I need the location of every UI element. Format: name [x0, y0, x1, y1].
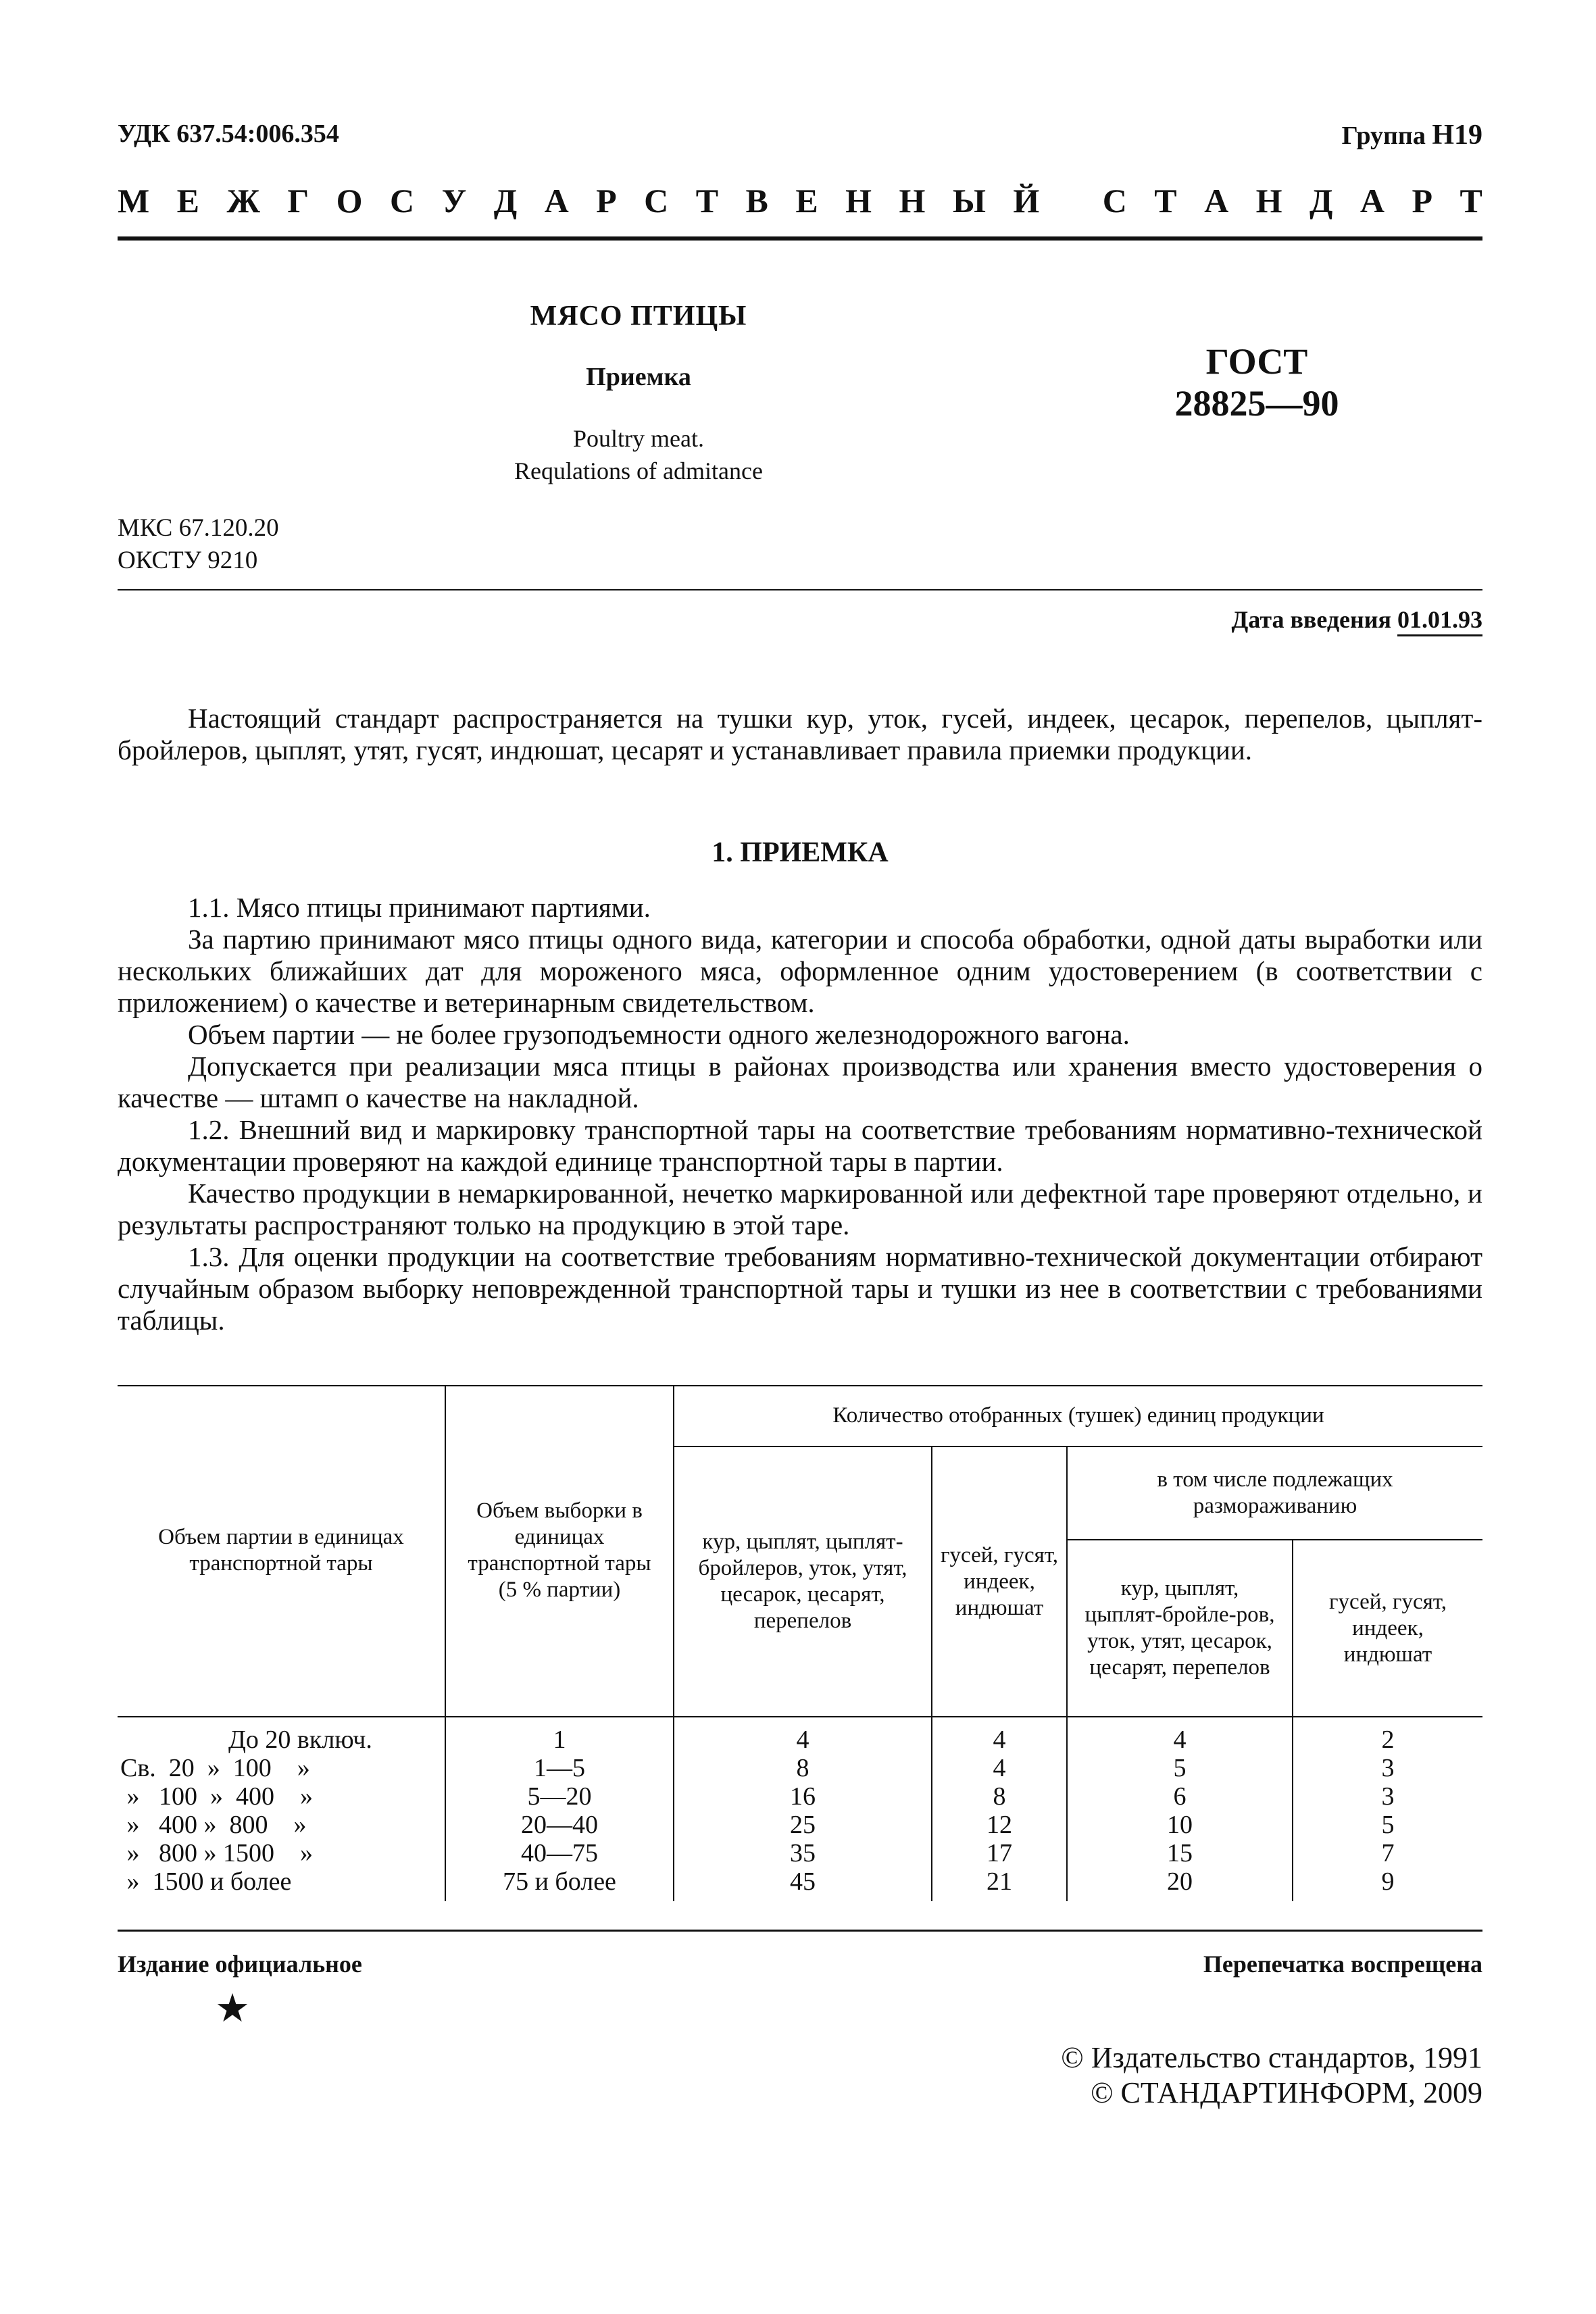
interstate-standard-heading: [118, 181, 1482, 220]
table-cell-lot: До 20 включ.: [228, 1726, 372, 1754]
table-cell-lot: » 100 » 400 »: [120, 1782, 313, 1811]
interstate-letter: Ж: [226, 182, 260, 220]
paragraph-lot-volume: Объем партии — не более грузоподъемности одного железнодорожного вагона.: [188, 1019, 1130, 1050]
interstate-letter: Д: [493, 182, 518, 220]
interstate-letter: М: [118, 182, 150, 220]
group-value: Н19: [1432, 120, 1482, 151]
column-thaw-geese: [1293, 1726, 1482, 1896]
table-cell-thaw-chicken: 5: [1173, 1754, 1187, 1782]
official-edition: Издание официальное: [118, 1951, 362, 1978]
english-title: [378, 422, 899, 487]
column-sample-volume: [446, 1726, 673, 1896]
table-cell-thaw-geese: 3: [1381, 1754, 1395, 1782]
copyright-block: [1061, 2040, 1482, 2111]
date-value: 01.01.93: [1397, 606, 1482, 636]
copyright-line-2: © СТАНДАРТИНФОРМ, 2009: [1091, 2076, 1482, 2109]
header-thaw-geese-group: гусей, гусят, индеек, индюшат: [1329, 1589, 1447, 1667]
header-geese-group: гусей, гусят, индеек, индюшат: [941, 1542, 1058, 1620]
gost-code: 28825—90: [1174, 383, 1339, 424]
interstate-letter: А: [1204, 182, 1229, 220]
table-cell-sample: 40—75: [521, 1839, 598, 1867]
table-cell-chicken: 35: [790, 1839, 816, 1867]
table-cell-chicken: 25: [790, 1811, 816, 1839]
table-cell-thaw-chicken: 10: [1167, 1811, 1193, 1839]
classification-codes: [118, 512, 279, 577]
interstate-letter: Й: [1013, 182, 1040, 220]
english-title-line1: Poultry meat.: [573, 425, 704, 452]
gost-number: [1122, 341, 1392, 424]
paragraph-lot-definition: За партию принимают мясо птицы одного вида, категории и способа обработки, одной даты выработки или нескольких ближайших дат для мороженого мяса, оформленное одним удостоверением (в соответствии с приложением) о качестве и ветеринарным свидетельством.: [118, 924, 1482, 1018]
date-label: Дата введения: [1231, 606, 1391, 633]
interstate-letter: Г: [287, 182, 309, 220]
interstate-letter: Н: [1255, 182, 1282, 220]
intro-paragraph: [118, 703, 1482, 766]
udk-code: УДК 637.54:006.354: [118, 120, 339, 148]
table-cell-geese: 21: [987, 1867, 1012, 1896]
header-selected-units: Количество отобранных (тушек) единиц продукции: [832, 1403, 1324, 1428]
paragraph-stamp: Допускается при реализации мяса птицы в районах производства или хранения вместо удостоверения о качестве — штамп о качестве на накладной.: [118, 1051, 1482, 1113]
english-title-line2: Requlations of admitance: [514, 457, 763, 484]
table-cell-geese: 8: [993, 1782, 1006, 1811]
intro-text: Настоящий стандарт распространяется на тушки кур, уток, гусей, индеек, цесарок, перепелов, цыплят-бройлеров, цыплят, утят, гусят, индюшат, цесарят и устанавливает правила приемки продукции.: [118, 703, 1482, 765]
footer-rule: [118, 1930, 1482, 1932]
table-cell-chicken: 45: [790, 1867, 816, 1896]
table-cell-thaw-chicken: 15: [1167, 1839, 1193, 1867]
interstate-letter: Е: [176, 182, 200, 220]
table-cell-sample: 5—20: [527, 1782, 592, 1811]
interstate-letter: Е: [795, 182, 818, 220]
header-sample-volume: Объем выборки в единицах транспортной тары (5 % партии): [468, 1499, 651, 1602]
table-cell-sample: 75 и более: [503, 1867, 616, 1896]
paragraph-1-3: 1.3. Для оценки продукции на соответствие требованиям нормативно-технической документации отбирают случайным образом выборку неповрежденной транспортной тары и тушки из нее в соответствии с требованиями таблицы.: [118, 1241, 1482, 1336]
table-cell-geese: 12: [987, 1811, 1012, 1839]
header-thawing-group: в том числе подлежащих размораживанию: [1157, 1467, 1393, 1518]
table-cell-chicken: 4: [796, 1726, 809, 1754]
section-body: [118, 892, 1482, 1336]
interstate-letter: [1067, 181, 1076, 220]
group-label: Группа: [1341, 122, 1426, 150]
table-cell-lot: » 1500 и более: [120, 1867, 292, 1896]
interstate-letter: А: [544, 182, 569, 220]
copyright-line-1: © Издательство стандартов, 1991: [1061, 2041, 1482, 2074]
interstate-letter: С: [390, 182, 415, 220]
table-cell-chicken: 16: [790, 1782, 816, 1811]
header-lot-volume: Объем партии в единицах транспортной тары: [158, 1525, 404, 1576]
paragraph-1-1: 1.1. Мясо птицы принимают партиями.: [188, 892, 651, 923]
table-cell-lot: » 400 » 800 »: [120, 1811, 307, 1839]
table-cell-thaw-geese: 9: [1381, 1867, 1395, 1896]
okstu-code: ОКСТУ 9210: [118, 547, 258, 574]
column-lot-volume: [120, 1726, 445, 1896]
table-cell-chicken: 8: [796, 1754, 809, 1782]
column-thaw-chicken: [1068, 1726, 1292, 1896]
interstate-letter: Т: [1460, 182, 1482, 220]
table-cell-thaw-geese: 5: [1381, 1811, 1395, 1839]
interstate-letter: С: [644, 182, 669, 220]
interstate-letter: Р: [1412, 182, 1432, 220]
mks-code: МКС 67.120.20: [118, 514, 279, 542]
table-cell-sample: 20—40: [521, 1811, 598, 1839]
codes-rule: [118, 589, 1482, 590]
interstate-letter: Н: [845, 182, 872, 220]
table-cell-sample: 1—5: [534, 1754, 585, 1782]
table-header-bottom-rule: [118, 1716, 1482, 1717]
table-cell-lot: Св. 20 » 100 »: [120, 1754, 310, 1782]
table-cell-thaw-geese: 2: [1381, 1726, 1395, 1754]
table-cell-sample: 1: [553, 1726, 566, 1754]
star-icon: ★: [215, 1986, 250, 2030]
header-chicken-group: кур, цыплят, цыплят-бройлеров, уток, утят, цесарок, цесарят, перепелов: [698, 1530, 907, 1633]
interstate-letter: Ы: [952, 182, 986, 220]
gost-label: ГОСТ: [1205, 341, 1308, 382]
document-subtitle: Приемка: [586, 363, 691, 391]
table-cell-geese: 17: [987, 1839, 1012, 1867]
column-geese: [932, 1726, 1066, 1896]
header-rule: [118, 236, 1482, 241]
table-cell-thaw-chicken: 4: [1173, 1726, 1187, 1754]
interstate-letter: В: [745, 182, 768, 220]
interstate-letter: О: [336, 182, 363, 220]
table-cell-thaw-geese: 7: [1381, 1839, 1395, 1867]
table-cell-thaw-geese: 3: [1381, 1782, 1395, 1811]
interstate-letter: Т: [1154, 182, 1177, 220]
interstate-letter: А: [1360, 182, 1385, 220]
interstate-letter: С: [1102, 182, 1127, 220]
paragraph-1-2: 1.2. Внешний вид и маркировку транспортной тары на соответствие требованиям нормативно-технической документации проверяют на каждой единице транспортной тары в партии.: [118, 1114, 1482, 1177]
interstate-letter: Т: [695, 182, 719, 220]
interstate-letter: Н: [899, 182, 926, 220]
section-heading: 1. ПРИЕМКА: [712, 837, 889, 868]
interstate-letter: Р: [596, 182, 617, 220]
interstate-letter: Д: [1310, 182, 1333, 220]
header-thaw-chicken-group: кур, цыплят, цыплят-бройле-ров, уток, утят, цесарок, цесарят, перепелов: [1084, 1576, 1275, 1680]
group-code: [1342, 119, 1482, 151]
reprint-prohibited: Перепечатка воспрещена: [1203, 1951, 1482, 1978]
table-cell-geese: 4: [993, 1754, 1006, 1782]
interstate-letter: У: [441, 182, 467, 220]
document-title: МЯСО ПТИЦЫ: [530, 301, 747, 332]
column-chicken: [674, 1726, 931, 1896]
table-cell-lot: » 800 » 1500 »: [120, 1839, 313, 1867]
table-cell-geese: 4: [993, 1726, 1006, 1754]
table-cell-thaw-chicken: 6: [1173, 1782, 1187, 1811]
paragraph-defective-tare: Качество продукции в немаркированной, нечетко маркированной или дефектной таре проверяют отдельно, и результаты распространяют только на продукцию в этой таре.: [118, 1178, 1482, 1240]
introduction-date: [1232, 605, 1483, 634]
table-cell-thaw-chicken: 20: [1167, 1867, 1193, 1896]
